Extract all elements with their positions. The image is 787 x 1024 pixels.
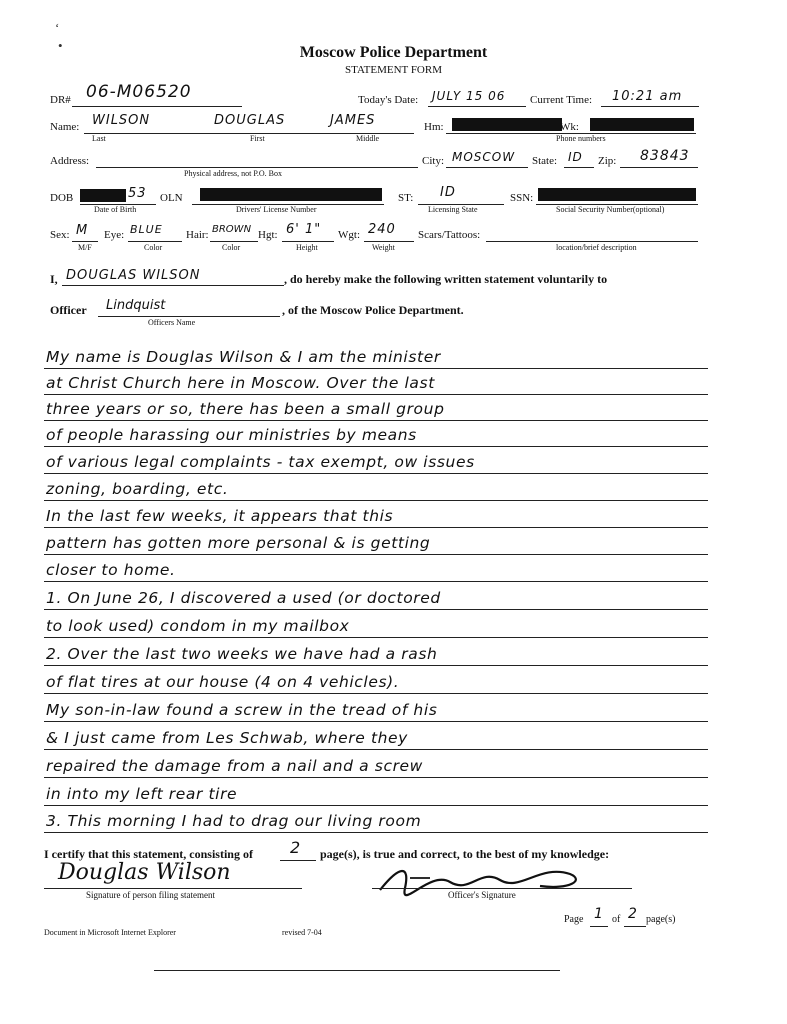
dr-value: 06-M06520 (86, 82, 192, 102)
page-current: 1 (594, 906, 604, 922)
page-count-line (280, 860, 316, 861)
hair-line (210, 241, 258, 242)
bottom-rule (154, 970, 560, 971)
zip-label: Zip: (598, 155, 617, 167)
statement-line: & I just came from Les Schwab, where they (46, 729, 408, 747)
ssn-caption: Social Security Number(optional) (556, 205, 665, 214)
dr-line (72, 106, 242, 107)
time-label: Current Time: (530, 94, 593, 106)
certify-text: I certify that this statement, consisting of (44, 847, 253, 861)
statement-line: My son-in-law found a screw in the tread of his (46, 701, 438, 719)
zip-line (620, 167, 698, 168)
sex-caption: M/F (78, 243, 92, 252)
weight-caption: Weight (372, 243, 395, 252)
statement-line: of flat tires at our house (4 on 4 vehicles). (46, 673, 400, 691)
redaction-bar (590, 118, 694, 131)
time-line (601, 106, 699, 107)
hair-value: BROWN (212, 224, 252, 235)
middle-name-value: JAMES (330, 113, 376, 128)
ruled-line (44, 446, 708, 447)
scars-line (486, 241, 698, 242)
page-count-value: 2 (290, 838, 302, 857)
height-value: 6' 1" (286, 222, 322, 237)
st-caption: Licensing State (428, 205, 478, 214)
scars-label: Scars/Tattoos: (418, 229, 481, 241)
ruled-line (44, 554, 708, 555)
statement-line: 2. Over the last two weeks we have had a rash (46, 645, 438, 663)
hair-caption: Color (222, 243, 241, 252)
city-label: City: (422, 155, 445, 167)
ruled-line (44, 420, 708, 421)
middle-caption: Middle (356, 134, 380, 143)
state-label: State: (532, 155, 558, 167)
oln-label: OLN (160, 192, 183, 204)
weight-label: Wgt: (338, 229, 360, 241)
time-value: 10:21 am (612, 89, 683, 104)
sex-value: M (76, 223, 89, 238)
footer-revised: revised 7-04 (282, 928, 322, 937)
address-caption: Physical address, not P.O. Box (184, 169, 282, 178)
home-phone-label: Hm: (424, 121, 444, 133)
last-caption: Last (92, 134, 106, 143)
statement-line: zoning, boarding, etc. (46, 480, 229, 498)
statement-line: of people harassing our ministries by means (46, 426, 417, 444)
eye-caption: Color (144, 243, 163, 252)
statement-line: at Christ Church here in Moscow. Over the last (46, 374, 435, 392)
page-total: 2 (628, 906, 638, 922)
ssn-label: SSN: (510, 192, 534, 204)
statement-line: in into my left rear tire (46, 785, 238, 803)
statement-line: three years or so, there has been a small group (46, 400, 445, 418)
footer-left: Document in Microsoft Internet Explorer (44, 928, 176, 937)
officer-line (98, 316, 280, 317)
statement-line: pattern has gotten more personal & is getting (46, 534, 431, 552)
redaction-bar (538, 188, 696, 201)
eye-value: BLUE (130, 223, 163, 236)
scars-caption: location/brief description (556, 243, 637, 252)
date-label: Today's Date: (358, 94, 419, 106)
first-caption: First (250, 134, 265, 143)
declaration-name: DOUGLAS WILSON (66, 268, 201, 283)
last-name-value: WILSON (92, 113, 151, 128)
redaction-bar (452, 118, 562, 131)
ruled-line (44, 394, 708, 395)
certify-text-2: page(s), is true and correct, to the best of my knowledge: (320, 847, 610, 861)
statement-line: repaired the damage from a nail and a screw (46, 757, 423, 775)
state-line (564, 167, 594, 168)
dr-label: DR# (50, 94, 71, 106)
weight-value: 240 (368, 222, 396, 237)
first-name-value: DOUGLAS (214, 113, 286, 128)
statement-line: of various legal complaints - tax exempt, ow issues (46, 453, 475, 471)
weight-line (364, 241, 414, 242)
statement-line: 1. On June 26, I discovered a used (or doctored (46, 589, 441, 607)
st-value: ID (440, 185, 456, 200)
ruled-line (44, 500, 708, 501)
ruled-line (44, 749, 708, 750)
page-current-line (590, 926, 608, 927)
declaration-name-line (62, 285, 284, 286)
person-signature-line (44, 888, 302, 889)
page-total-line (624, 926, 646, 927)
ruled-line (44, 368, 708, 369)
page-suffix: page(s) (646, 914, 676, 925)
city-line (446, 167, 528, 168)
form-subtitle: STATEMENT FORM (344, 64, 442, 76)
state-value: ID (568, 150, 583, 164)
date-value: JULY 15 06 (432, 89, 506, 103)
st-label: ST: (398, 192, 414, 204)
dob-label: DOB (50, 192, 74, 204)
eye-label: Eye: (104, 229, 125, 241)
city-value: MOSCOW (452, 150, 516, 164)
height-line (282, 241, 334, 242)
page-label: Page (564, 914, 584, 925)
ruled-line (44, 721, 708, 722)
work-phone-label: Wk: (560, 121, 579, 133)
ruled-line (44, 665, 708, 666)
scan-mark: • (58, 38, 63, 53)
statement-line: closer to home. (46, 561, 176, 579)
height-caption: Height (296, 243, 318, 252)
officer-caption: Officers Name (148, 318, 196, 327)
redaction-bar (200, 188, 382, 201)
zip-value: 83843 (640, 148, 690, 164)
ruled-line (44, 581, 708, 582)
person-signature-caption: Signature of person filing statement (86, 890, 215, 900)
scan-mark: ʻ (55, 20, 60, 35)
eye-line (128, 241, 182, 242)
ruled-line (44, 527, 708, 528)
dob-value: 53 (128, 186, 147, 201)
date-line (428, 106, 526, 107)
oln-caption: Drivers' License Number (236, 205, 317, 214)
ruled-line (44, 832, 708, 833)
person-signature: Douglas Wilson (58, 860, 231, 885)
officer-signature-caption: Officer's Signature (448, 890, 516, 900)
page-of-label: of (612, 914, 621, 925)
statement-line: In the last few weeks, it appears that this (46, 507, 394, 525)
sex-line (72, 241, 98, 242)
ruled-line (44, 473, 708, 474)
officer-name: Lindquist (106, 298, 166, 313)
declaration-text: , do hereby make the following written statement voluntarily to (284, 272, 608, 286)
address-label: Address: (50, 155, 90, 167)
form-title: Moscow Police Department (299, 44, 488, 61)
ruled-line (44, 777, 708, 778)
ruled-line (44, 637, 708, 638)
sex-label: Sex: (50, 229, 70, 241)
statement-line: to look used) condom in my mailbox (46, 617, 350, 635)
phone-caption: Phone numbers (556, 134, 606, 143)
hair-label: Hair: (186, 229, 209, 241)
ruled-line (44, 805, 708, 806)
dob-caption: Date of Birth (94, 205, 137, 214)
statement-line: My name is Douglas Wilson & I am the minister (46, 348, 441, 366)
statement-line: 3. This morning I had to drag our living room (46, 812, 422, 830)
officer-signature-line (372, 888, 632, 889)
address-line (96, 167, 418, 168)
redaction-bar (80, 189, 126, 202)
height-label: Hgt: (258, 229, 278, 241)
ruled-line (44, 609, 708, 610)
officer-label: Officer (50, 303, 87, 317)
declaration-i-label: I, (50, 272, 58, 286)
department-text: , of the Moscow Police Department. (282, 303, 464, 317)
name-label: Name: (50, 121, 80, 133)
ruled-line (44, 693, 708, 694)
